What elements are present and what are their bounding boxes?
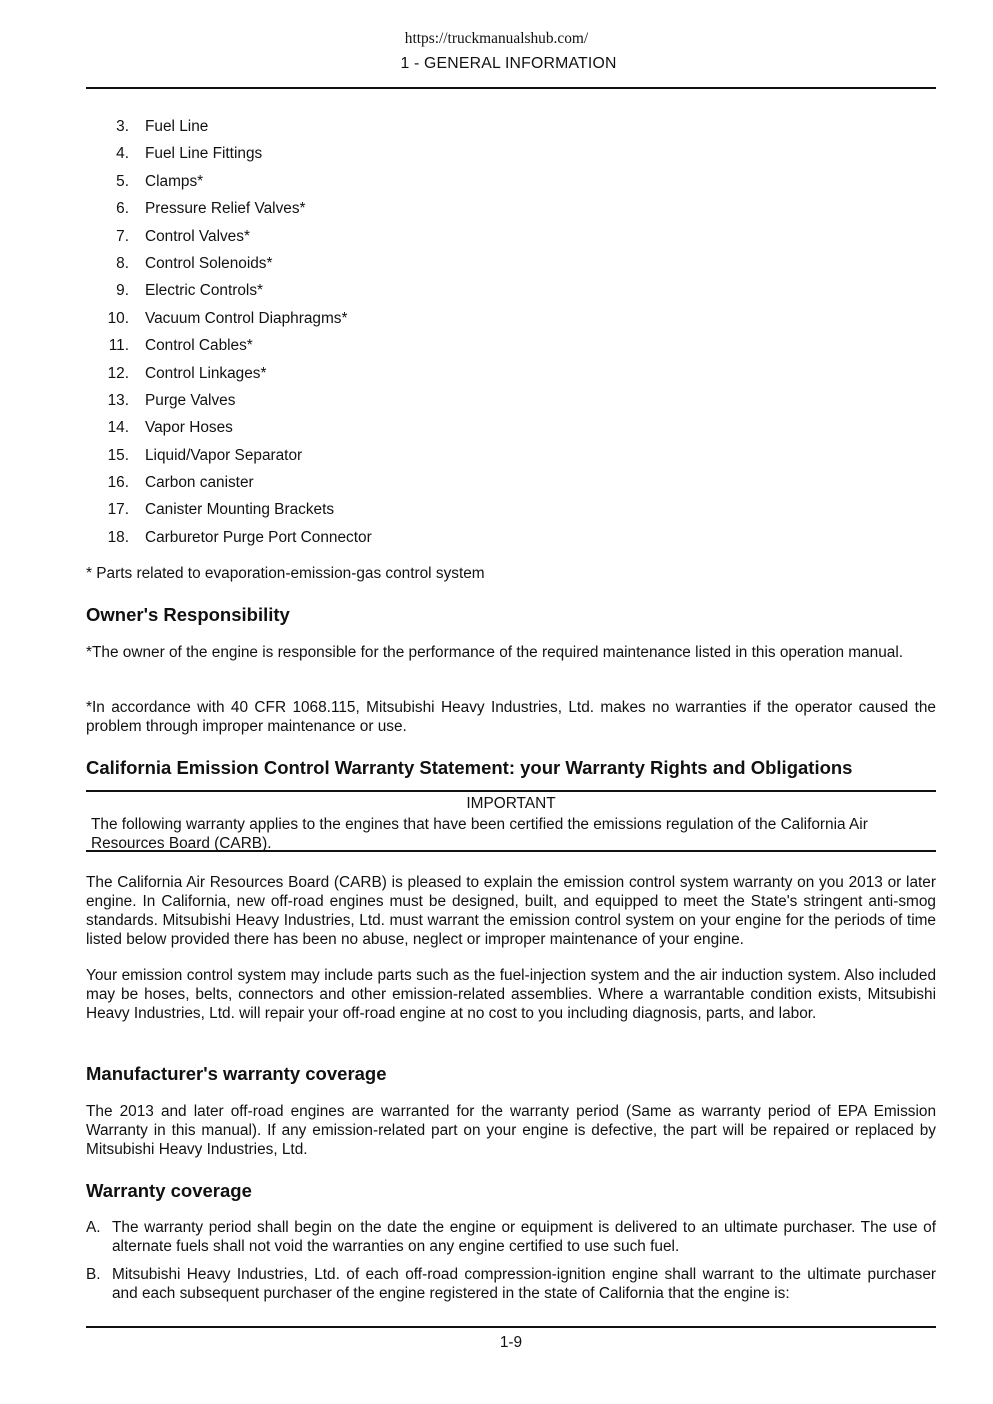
owners-responsibility-para-2: *In accordance with 40 CFR 1068.115, Mitsubishi Heavy Industries, Ltd. makes no warranties if the operator caused the problem through improper maintenance or use. bbox=[86, 699, 936, 735]
list-item-number: 18. bbox=[107, 528, 129, 546]
item-letter: B. bbox=[86, 1266, 101, 1283]
list-item bbox=[86, 253, 936, 280]
warranty-coverage-heading: Warranty coverage bbox=[86, 1180, 252, 1201]
item-letter: A. bbox=[86, 1219, 101, 1236]
list-item-number: 3. bbox=[116, 118, 129, 135]
list-item bbox=[86, 499, 936, 526]
list-item-label: Fuel Line Fittings bbox=[145, 145, 263, 163]
important-body: The following warranty applies to the engines that have been certified the emissions regulation of the California Air Resources Board (CARB). bbox=[91, 816, 868, 852]
list-item-number: 12. bbox=[107, 364, 129, 382]
list-item-number: 6. bbox=[116, 200, 129, 218]
list-item-label: Carburetor Purge Port Connector bbox=[145, 528, 372, 546]
list-item-label: Clamps* bbox=[145, 172, 204, 190]
list-item-number: 9. bbox=[116, 282, 129, 300]
list-item-number: 10. bbox=[107, 309, 129, 327]
footer-rule bbox=[86, 1326, 936, 1328]
item-text: The warranty period shall begin on the date the engine or equipment is delivered to an ultimate purchaser. The use of alternate fuels shall not void the warranties on any engine certified to use such fuel. bbox=[112, 1219, 936, 1255]
item-text: Mitsubishi Heavy Industries, Ltd. of each off-road compression-ignition engine shall warrant to the ultimate purchaser and each subsequent purchaser of the engine registered in the state of California that the engine is: bbox=[112, 1266, 936, 1302]
list-item bbox=[86, 527, 936, 554]
list-item-label: Purge Valves bbox=[145, 391, 236, 409]
list-item-label: Pressure Relief Valves* bbox=[145, 200, 306, 218]
list-item-label: Carbon canister bbox=[145, 474, 254, 492]
list-item bbox=[86, 390, 936, 417]
list-item-number: 16. bbox=[107, 474, 129, 492]
california-para-1: The California Air Resources Board (CARB) is pleased to explain the emission control system warranty on you 2013 or later engine. In California, new off-road engines must be designed, built, and equipped to meet the State's stringent anti-smog standards. Mitsubishi Heavy Industries, Ltd. must warrant the emission control system on your engine for the periods of time listed below provided there has been no abuse, neglect or improper maintenance of your engine. bbox=[86, 874, 936, 948]
parts-list bbox=[86, 116, 936, 554]
list-item-number: 15. bbox=[107, 446, 129, 464]
list-item-number: 14. bbox=[107, 419, 129, 437]
important-title: IMPORTANT bbox=[466, 795, 556, 812]
list-item bbox=[86, 171, 936, 198]
parts-note: * Parts related to evaporation-emission-gas control system bbox=[86, 565, 485, 582]
list-item-label: Fuel Line bbox=[145, 118, 209, 135]
list-item bbox=[86, 308, 936, 335]
important-notice-box bbox=[86, 790, 936, 852]
manufacturer-warranty-para: The 2013 and later off-road engines are warranted for the warranty period (Same as warranty period of EPA Emission Warranty in this manual). If any emission-related part on your engine is defective, the part will be repaired or replaced by Mitsubishi Heavy Industries, Ltd. bbox=[86, 1103, 936, 1158]
list-item-label: Vapor Hoses bbox=[145, 419, 233, 437]
list-item-label: Control Cables* bbox=[145, 337, 253, 355]
header-rule bbox=[86, 87, 936, 89]
list-item bbox=[86, 445, 936, 472]
owners-responsibility-heading: Owner's Responsibility bbox=[86, 604, 290, 625]
list-item bbox=[86, 226, 936, 253]
list-item-number: 4. bbox=[116, 145, 129, 163]
list-item bbox=[86, 280, 936, 307]
manufacturer-warranty-heading: Manufacturer's warranty coverage bbox=[86, 1063, 387, 1084]
list-item bbox=[86, 198, 936, 225]
list-item-number: 13. bbox=[107, 391, 129, 409]
list-item bbox=[86, 335, 936, 362]
list-item-number: 5. bbox=[116, 172, 129, 190]
california-warranty-heading: California Emission Control Warranty Statement: your Warranty Rights and Obligations bbox=[86, 757, 853, 778]
list-item-number: 8. bbox=[116, 254, 129, 272]
list-item-label: Control Linkages* bbox=[145, 364, 267, 382]
list-item bbox=[86, 116, 936, 143]
list-item-label: Canister Mounting Brackets bbox=[145, 501, 335, 519]
list-item-label: Liquid/Vapor Separator bbox=[145, 446, 303, 464]
list-item bbox=[86, 417, 936, 444]
page-number: 1-9 bbox=[499, 1334, 523, 1351]
list-item-number: 17. bbox=[107, 501, 129, 519]
list-item-label: Electric Controls* bbox=[145, 282, 264, 300]
list-item-label: Control Valves* bbox=[145, 227, 250, 245]
list-item-label: Control Solenoids* bbox=[145, 254, 273, 272]
site-url: https://truckmanualshub.com/ bbox=[404, 30, 589, 47]
list-item bbox=[86, 143, 936, 170]
owners-responsibility-para-1: *The owner of the engine is responsible for the performance of the required maintenance listed in this operation manual. bbox=[86, 644, 904, 661]
california-para-2: Your emission control system may include parts such as the fuel-injection system and the air induction system. Also included may be hoses, belts, connectors and other emission-related assemblies. Where a warrantable condition exists, Mitsubishi Heavy Industries, Ltd. will repair your off-road engine at no cost to you including diagnosis, parts, and labor. bbox=[86, 967, 936, 1022]
section-title: 1 - GENERAL INFORMATION bbox=[400, 55, 617, 72]
list-item-number: 11. bbox=[108, 337, 129, 355]
list-item-number: 7. bbox=[116, 227, 129, 245]
list-item bbox=[86, 363, 936, 390]
list-item-label: Vacuum Control Diaphragms* bbox=[145, 309, 348, 327]
list-item bbox=[86, 472, 936, 499]
